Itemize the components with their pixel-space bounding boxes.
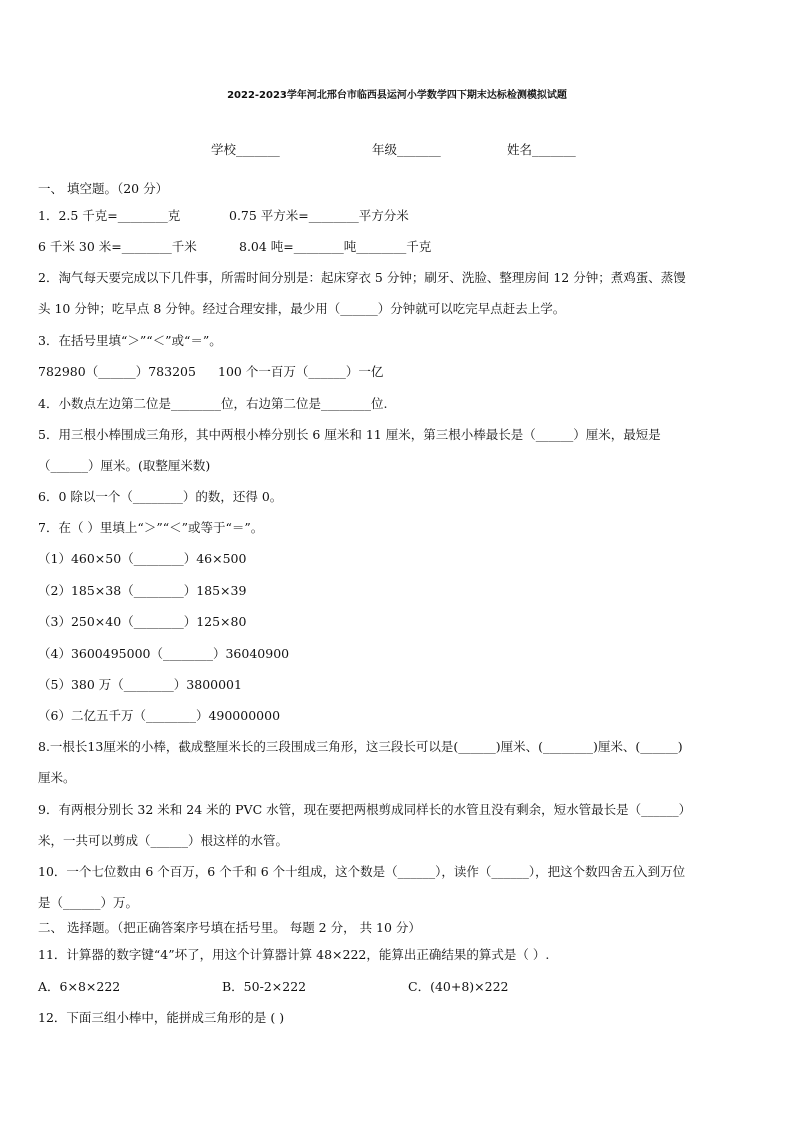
q11-option-b: B．50-2×222 xyxy=(222,979,307,994)
q7-item-2: （2）185×38（________）185×39 xyxy=(38,583,247,598)
q5-line2: （______）厘米。(取整厘米数) xyxy=(38,458,211,473)
q2-line1: 2．淘气每天要完成以下几件事，所需时间分别是：起床穿衣 5 分钟；刷牙、洗脸、整理房间 12 分钟；煮鸡蛋、蒸馒 xyxy=(38,270,686,285)
q10-line1: 10．一个七位数由 6 个百万，6 个千和 6 个十组成，这个数是（______），读作（______），把这个数四舍五入到万位 xyxy=(38,864,686,879)
q11-option-c: C．(40+8)×222 xyxy=(408,979,509,994)
school-field: 学校_______ xyxy=(211,142,280,157)
q3-a: 782980（______）783205 xyxy=(38,364,196,379)
q8-line2: 厘米。 xyxy=(38,770,76,785)
q3-text: 3．在括号里填“＞”“＜”或“＝”。 xyxy=(38,333,222,348)
q7-item-3: （3）250×40（________）125×80 xyxy=(38,614,247,629)
q8-line1: 8.一根长13厘米的小棒，截成整厘米长的三段围成三角形，这三段长可以是(______)厘米、(________)厘米、(______) xyxy=(38,739,683,754)
q7-item-5: （5）380 万（________）3800001 xyxy=(38,677,242,692)
q3-b: 100 个一百万（______）一亿 xyxy=(218,364,384,379)
q7-item-4: （4）3600495000（________）36040900 xyxy=(38,646,290,661)
q7-item-6: （6）二亿五千万（________）490000000 xyxy=(38,708,281,723)
q7-item-1: （1）460×50（________）46×500 xyxy=(38,551,247,566)
q10-line2: 是（______）万。 xyxy=(38,895,139,910)
q12-text: 12．下面三组小棒中，能拼成三角形的是 ( ) xyxy=(38,1010,285,1025)
section2-heading: 二、 选择题。（把正确答案序号填在括号里。 每题 2 分， 共 10 分） xyxy=(38,920,421,935)
q6-text: 6．0 除以一个（________）的数，还得 0。 xyxy=(38,489,283,504)
q1-d: 8.04 吨=________吨________千克 xyxy=(239,239,432,254)
q2-line2: 头 10 分钟；吃早点 8 分钟。经过合理安排，最少用（______）分钟就可以吃完早点赶去上学。 xyxy=(38,301,566,316)
name-field: 姓名_______ xyxy=(507,142,576,157)
q1-a: 1．2.5 千克=________克 xyxy=(38,208,181,223)
q1-c: 6 千米 30 米=________千米 xyxy=(38,239,197,254)
section1-heading: 一、 填空题。（20 分） xyxy=(38,181,169,196)
q7-text: 7．在（ ）里填上“＞”“＜”或等于“＝”。 xyxy=(38,520,264,535)
q5-line1: 5．用三根小棒围成三角形，其中两根小棒分别长 6 厘米和 11 厘米，第三根小棒最长是（______）厘米，最短是 xyxy=(38,427,661,442)
q1-b: 0.75 平方米=________平方分米 xyxy=(229,208,409,223)
q9-line1: 9．有两根分别长 32 米和 24 米的 PVC 水管，现在要把两根剪成同样长的水管且没有剩余，短水管最长是（______） xyxy=(38,802,692,817)
q9-line2: 米，一共可以剪成（______）根这样的水管。 xyxy=(38,833,289,848)
grade-field: 年级_______ xyxy=(372,142,441,157)
q11-option-a: A．6×8×222 xyxy=(38,979,121,994)
q11-text: 11．计算器的数字键“4”坏了，用这个计算器计算 48×222，能算出正确结果的算式是（ ）. xyxy=(38,947,550,962)
q4-text: 4．小数点左边第二位是________位，右边第二位是________位. xyxy=(38,396,388,411)
exam-title: 2022-2023学年河北邢台市临西县运河小学数学四下期末达标检测模拟试题 xyxy=(227,90,567,101)
